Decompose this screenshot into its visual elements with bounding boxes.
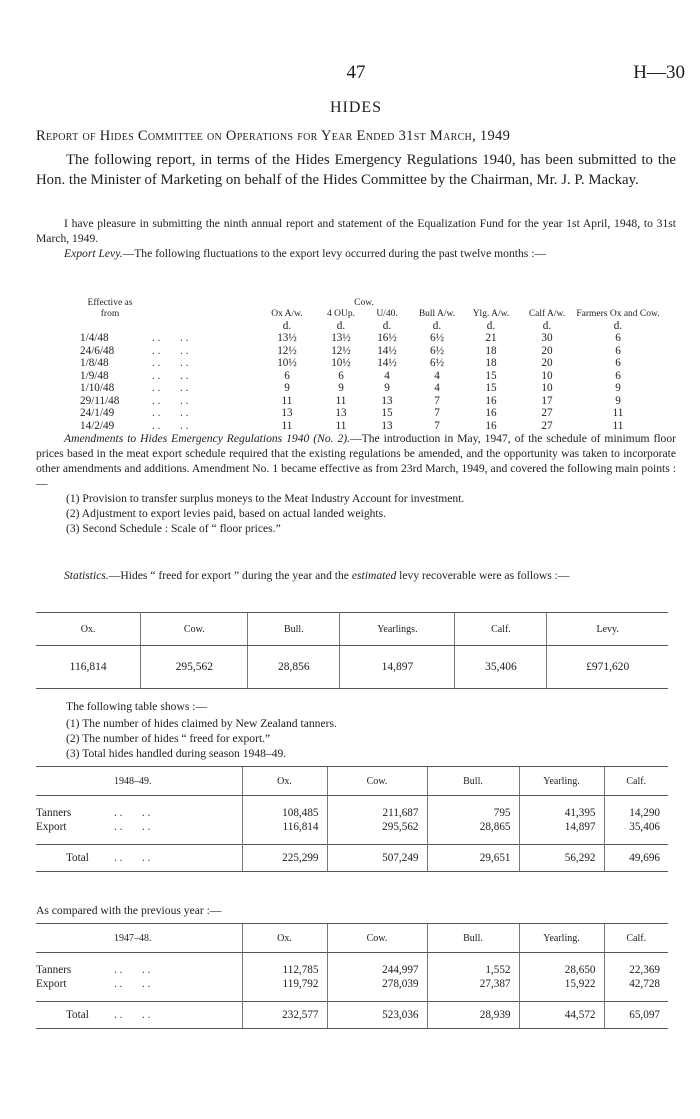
statistics-heading: Statistics. <box>64 569 109 582</box>
levy-date: 24/6/48 <box>80 344 115 357</box>
levy-date: 1/4/48 <box>80 332 109 344</box>
levy-cell-bull: 4 <box>434 382 440 394</box>
levy-cell-cow-b: 13 <box>381 419 393 432</box>
levy-cell-farmers: 6 <box>615 344 621 357</box>
table-cell: 28,650 <box>519 963 604 977</box>
leader-dots: . . . . <box>114 1009 151 1021</box>
levy-cell-ylg: 21 <box>485 332 497 344</box>
levy-row <box>80 395 660 408</box>
period-header: 1948–49. <box>36 767 242 796</box>
row-label-cell <box>36 820 242 834</box>
amendments-text: —The introduction in May, 1947, of the schedule of minimum floor prices based in the meat export schedule required that the existing regulations be amended, and the opportunity was taken to incorporate other amendments and additions. Amendment No. 1 became effective as from 23rd March, 1949, and covered the following main points :— <box>36 432 676 490</box>
levy-cell-ylg: 16 <box>485 394 497 407</box>
list-item: (1) Provision to transfer surplus moneys to the Meat Industry Account for investment. <box>66 492 465 505</box>
levy-cell-cow-a: 11 <box>335 394 347 407</box>
levy-date-cell <box>80 395 256 408</box>
stats-value: £971,620 <box>547 646 668 689</box>
table-row <box>36 806 668 820</box>
row-label: Export <box>36 821 67 833</box>
following-lead: The following table shows :— <box>66 700 208 713</box>
levy-cell-ylg: 15 <box>485 369 497 382</box>
levy-cell-ox: 12½ <box>277 344 297 357</box>
column-header: Bull. <box>427 767 519 796</box>
stats-value: 35,406 <box>455 646 547 689</box>
leader-dots: . . . . <box>152 407 189 419</box>
levy-cell-ox: 10½ <box>277 357 297 369</box>
levy-row <box>80 382 660 395</box>
column-header: Yearling. <box>519 767 604 796</box>
levy-cell-cow-b: 14½ <box>377 357 397 369</box>
levy-cell-farmers: 6 <box>615 357 621 369</box>
levy-cell-ox: 11 <box>281 419 293 432</box>
levy-row <box>80 370 660 383</box>
amendments-heading: Amendments to Hides Emergency Regulations 1940 (No. 2). <box>64 432 351 445</box>
levy-header-farmers: Farmers Ox and Cow. <box>576 309 660 319</box>
export-levy-table <box>80 298 660 432</box>
levy-cell-ox: 13½ <box>277 332 297 344</box>
unit-label: d. <box>613 320 623 332</box>
statistics-table <box>36 612 668 689</box>
levy-date: 1/9/48 <box>80 369 109 382</box>
total-label: Total <box>66 852 89 864</box>
levy-cell-calf: 10 <box>541 382 553 394</box>
levy-header-bull: Bull A/w. <box>418 309 456 319</box>
list-item: (3) Second Schedule : Scale of “ floor prices.” <box>66 522 281 535</box>
row-label-cell <box>36 963 242 977</box>
levy-cell-bull: 6½ <box>430 332 444 344</box>
table-header-row <box>36 767 668 796</box>
levy-cell-cow-a: 11 <box>335 419 347 432</box>
levy-cell-calf: 27 <box>541 407 553 419</box>
table-cell: 119,792 <box>242 977 327 991</box>
column-header: Cow. <box>327 924 427 953</box>
levy-cell-cow-a: 6 <box>338 369 344 382</box>
ninth-report-paragraph: I have pleasure in submitting the ninth annual report and statement of the Equalization Fund for the year 1st April, 1948, to 31st March, 1949. <box>36 217 676 245</box>
table-row <box>36 963 668 977</box>
levy-cell-ylg: 16 <box>485 407 497 419</box>
leader-dots: . . . . <box>114 978 151 990</box>
stats-header: Levy. <box>547 613 668 646</box>
levy-date: 1/10/48 <box>80 382 115 394</box>
statistics-paragraph: Statistics.—Hides “ freed for export ” during the year and the estimated levy recoverable were as follows :— <box>64 569 570 582</box>
levy-cell-bull: 7 <box>434 394 440 407</box>
levy-cell-bull: 6½ <box>430 344 444 357</box>
levy-cell-cow-b: 13 <box>381 394 393 407</box>
compared-lead: As compared with the previous year :— <box>36 904 222 917</box>
list-item: (1) The number of hides claimed by New Zealand tanners. <box>66 717 337 730</box>
leader-dots: . . . . <box>114 964 151 976</box>
levy-cell-farmers: 6 <box>615 332 621 344</box>
levy-cell-farmers: 11 <box>612 419 624 432</box>
levy-cell-calf: 10 <box>541 369 553 382</box>
table-cell: 14,290 <box>604 806 668 820</box>
table-cell: 14,897 <box>519 820 604 834</box>
column-header: Cow. <box>327 767 427 796</box>
document-code: H—30 <box>633 62 685 83</box>
levy-date: 24/1/49 <box>80 407 115 419</box>
levy-cell-calf: 20 <box>541 357 553 369</box>
column-header: Bull. <box>427 924 519 953</box>
amendments-paragraph <box>36 431 676 491</box>
leader-dots: . . . . <box>152 382 189 394</box>
column-header: Ox. <box>242 924 327 953</box>
levy-cell-cow-b: 16½ <box>377 332 397 344</box>
total-cell: 49,696 <box>604 845 668 872</box>
levy-cell-farmers: 9 <box>615 394 621 407</box>
levy-header-cow-over: 4 OUp. <box>327 309 355 319</box>
column-header: Calf. <box>604 767 668 796</box>
hides-table-1948-49 <box>36 766 668 872</box>
leader-dots: . . . . <box>114 821 151 833</box>
unit-label: d. <box>432 320 442 332</box>
unit-label: d. <box>542 320 552 332</box>
row-label: Export <box>36 978 67 990</box>
stats-value: 116,814 <box>36 646 141 689</box>
column-header: Ox. <box>242 767 327 796</box>
levy-cell-cow-b: 15 <box>381 407 393 419</box>
total-label-cell <box>36 1002 242 1029</box>
levy-header-effective: Effective as from <box>87 298 133 319</box>
stats-header: Calf. <box>455 613 547 646</box>
table-cell: 28,865 <box>427 820 519 834</box>
levy-cell-cow-a: 10½ <box>331 357 351 369</box>
section-title: HIDES <box>329 99 383 116</box>
table-cell: 41,395 <box>519 806 604 820</box>
unit-label: d. <box>382 320 392 332</box>
export-levy-heading: Export Levy. <box>64 247 123 260</box>
leader-dots: . . . . <box>152 419 189 432</box>
stats-value: 14,897 <box>340 646 455 689</box>
total-cell: 44,572 <box>519 1002 604 1029</box>
total-cell: 232,577 <box>242 1002 327 1029</box>
stats-value: 295,562 <box>141 646 248 689</box>
table-cell: 1,552 <box>427 963 519 977</box>
table-cell: 116,814 <box>242 820 327 834</box>
following-points <box>66 716 666 761</box>
table-cell: 15,922 <box>519 977 604 991</box>
leader-dots: . . . . <box>114 807 151 819</box>
export-levy-text: —The following fluctuations to the export levy occurred during the past twelve months :— <box>122 247 547 260</box>
levy-cell-bull: 4 <box>434 369 440 382</box>
levy-cell-calf: 27 <box>541 419 553 432</box>
levy-row <box>80 345 660 358</box>
levy-date-cell <box>80 345 256 358</box>
levy-header-ox: Ox A/w. <box>271 309 303 319</box>
table-cell: 295,562 <box>327 820 427 834</box>
levy-date-cell <box>80 370 256 383</box>
levy-row <box>80 357 660 370</box>
levy-row <box>80 407 660 420</box>
column-header: Yearling. <box>519 924 604 953</box>
levy-header-cow-under: U/40. <box>376 309 398 319</box>
list-item: (3) Total hides handled during season 1948–49. <box>66 747 287 760</box>
levy-cell-cow-b: 4 <box>384 369 390 382</box>
leader-dots: . . . . <box>152 332 189 344</box>
hides-table-1947-48 <box>36 923 668 1029</box>
levy-date: 29/11/48 <box>80 394 120 407</box>
levy-date-cell <box>80 332 256 345</box>
table-header-row <box>36 924 668 953</box>
total-cell: 28,939 <box>427 1002 519 1029</box>
table-row <box>36 977 668 991</box>
levy-cell-ylg: 15 <box>485 382 497 394</box>
table-cell: 27,387 <box>427 977 519 991</box>
total-row <box>36 845 668 872</box>
leader-dots: . . . . <box>114 852 151 864</box>
levy-cell-calf: 30 <box>541 332 553 344</box>
levy-date-cell <box>80 382 256 395</box>
intro-paragraph: The following report, in terms of the Hides Emergency Regulations 1940, has been submitted to the Hon. the Minister of Marketing on behalf of the Hides Committee by the Chairman, Mr. J. P. Mackay. <box>36 152 676 188</box>
levy-date: 1/8/48 <box>80 357 109 369</box>
levy-date: 14/2/49 <box>80 419 115 432</box>
levy-header-ylg: Ylg. A/w. <box>472 309 510 319</box>
levy-cell-calf: 17 <box>541 394 553 407</box>
total-cell: 225,299 <box>242 845 327 872</box>
row-label: Tanners <box>36 807 72 819</box>
report-subtitle: Report of Hides Committee on Operations for Year Ended 31st March, 1949 <box>36 128 511 144</box>
total-label: Total <box>66 1009 89 1021</box>
levy-cell-ylg: 18 <box>485 357 497 369</box>
list-item: (2) Adjustment to export levies paid, based on actual landed weights. <box>66 507 387 520</box>
levy-cell-ox: 13 <box>281 407 293 419</box>
row-label-cell <box>36 806 242 820</box>
leader-dots: . . . . <box>152 357 189 369</box>
table-cell: 112,785 <box>242 963 327 977</box>
page-number: 47 <box>346 62 366 83</box>
levy-cell-cow-b: 9 <box>384 382 390 394</box>
levy-cell-ylg: 16 <box>485 419 497 432</box>
total-cell: 507,249 <box>327 845 427 872</box>
levy-header-cow: Cow. <box>354 298 374 308</box>
levy-cell-farmers: 9 <box>615 382 621 394</box>
table-cell: 244,997 <box>327 963 427 977</box>
levy-cell-cow-a: 13½ <box>331 332 351 344</box>
table-row <box>36 820 668 834</box>
levy-row <box>80 332 660 345</box>
stats-header: Bull. <box>248 613 340 646</box>
levy-date-cell <box>80 357 256 370</box>
leader-dots: . . . . <box>152 369 189 382</box>
total-cell: 523,036 <box>327 1002 427 1029</box>
levy-header-calf: Calf A/w. <box>528 309 566 319</box>
table-cell: 795 <box>427 806 519 820</box>
table-cell: 42,728 <box>604 977 668 991</box>
row-label: Tanners <box>36 964 72 976</box>
period-header: 1947–48. <box>36 924 242 953</box>
unit-label: d. <box>336 320 346 332</box>
row-label-cell <box>36 977 242 991</box>
levy-cell-ox: 9 <box>284 382 290 394</box>
total-cell: 29,651 <box>427 845 519 872</box>
levy-cell-ox: 11 <box>281 394 293 407</box>
levy-cell-farmers: 11 <box>612 407 624 419</box>
table-cell: 35,406 <box>604 820 668 834</box>
levy-cell-ylg: 18 <box>485 344 497 357</box>
levy-date-cell <box>80 407 256 420</box>
levy-cell-cow-a: 9 <box>338 382 344 394</box>
column-header: Calf. <box>604 924 668 953</box>
stats-header: Ox. <box>36 613 141 646</box>
levy-cell-cow-b: 14½ <box>377 344 397 357</box>
total-label-cell <box>36 845 242 872</box>
export-levy-paragraph <box>36 246 676 261</box>
list-item: (2) The number of hides “ freed for export.” <box>66 732 271 745</box>
table-cell: 278,039 <box>327 977 427 991</box>
levy-cell-ox: 6 <box>284 369 290 382</box>
levy-cell-bull: 7 <box>434 419 440 432</box>
unit-label: d. <box>486 320 496 332</box>
levy-cell-farmers: 6 <box>615 369 621 382</box>
levy-cell-cow-a: 12½ <box>331 344 351 357</box>
stats-header: Yearlings. <box>340 613 455 646</box>
table-cell: 211,687 <box>327 806 427 820</box>
total-row <box>36 1002 668 1029</box>
leader-dots: . . . . <box>152 394 189 407</box>
amendment-points <box>66 491 666 536</box>
levy-cell-bull: 6½ <box>430 357 444 369</box>
leader-dots: . . . . <box>152 344 189 357</box>
stats-value: 28,856 <box>248 646 340 689</box>
table-cell: 108,485 <box>242 806 327 820</box>
levy-cell-bull: 7 <box>434 407 440 419</box>
stats-header: Cow. <box>141 613 248 646</box>
table-cell: 22,369 <box>604 963 668 977</box>
levy-cell-cow-a: 13 <box>335 407 347 419</box>
unit-label: d. <box>282 320 292 332</box>
total-cell: 65,097 <box>604 1002 668 1029</box>
levy-cell-calf: 20 <box>541 344 553 357</box>
total-cell: 56,292 <box>519 845 604 872</box>
